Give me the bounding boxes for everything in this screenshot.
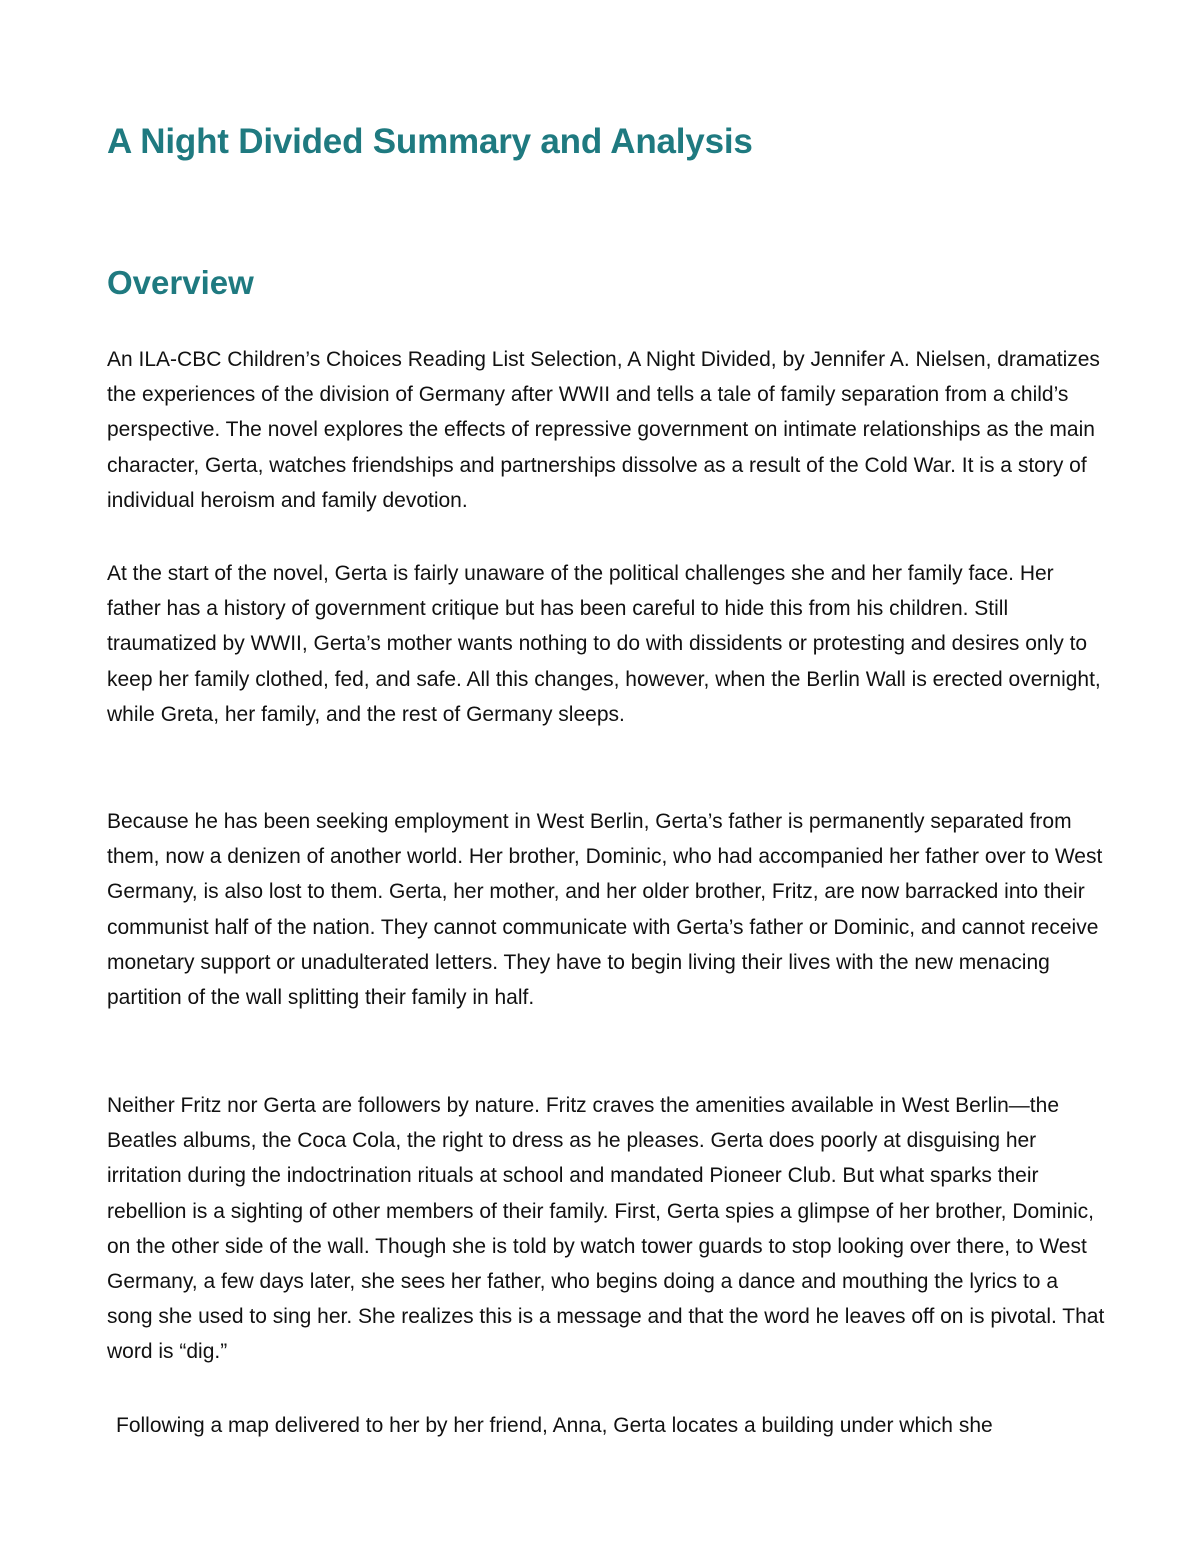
section-heading-overview: Overview xyxy=(107,264,254,301)
paragraph: Because he has been seeking employment in West Berlin, Gerta’s father is permanently separated from them, now a denizen of another world. Her brother, Dominic, who had accompanied her father over to West Germany, is also lost to them. Gerta, her mother, and her older brother, Fritz, are now barracked into their communist half of the nation. They cannot communicate with Gerta’s father or Dominic, and cannot receive monetary support or unadulterated letters. They have to begin living their lives with the new menacing partition of the wall splitting their family in half. xyxy=(107,810,1103,1010)
paragraph: At the start of the novel, Gerta is fairly unaware of the political challenges she and her family face. Her father has a history of government critique but has been careful to hide this from his children. Still traumatized by WWII, Gerta’s mother wants nothing to do with dissidents or protesting and desires only to keep her family clothed, fed, and safe. All this changes, however, when the Berlin Wall is erected overnight, while Greta, her family, and the rest of Germany sleeps. xyxy=(107,562,1101,726)
paragraph: An ILA-CBC Children’s Choices Reading List Selection, A Night Divided, by Jennifer A. Nielsen, dramatizes the experiences of the division of Germany after WWII and tells a tale of family separation from a child’s perspective. The novel explores the effects of repressive government on intimate relationships as the main character, Gerta, watches friendships and partnerships dissolve as a result of the Cold War. It is a story of individual heroism and family devotion. xyxy=(107,348,1100,512)
paragraph: Neither Fritz nor Gerta are followers by nature. Fritz craves the amenities available in West Berlin—the Beatles albums, the Coca Cola, the right to dress as he pleases. Gerta does poorly at disguising her irritation during the indoctrination rituals at school and mandated Pioneer Club. But what sparks their rebellion is a sighting of other members of their family. First, Gerta spies a glimpse of her brother, Dominic, on the other side of the wall. Though she is told by watch tower guards to stop looking over there, to West Germany, a few days later, she sees her father, who begins doing a dance and mouthing the lyrics to a song she used to sing her. She realizes this is a message and that the word he leaves off on is pivotal. That word is “dig.” xyxy=(107,1094,1105,1364)
paragraph: Following a map delivered to her by her friend, Anna, Gerta locates a building under which she xyxy=(116,1414,993,1437)
document-title: A Night Divided Summary and Analysis xyxy=(107,122,753,161)
